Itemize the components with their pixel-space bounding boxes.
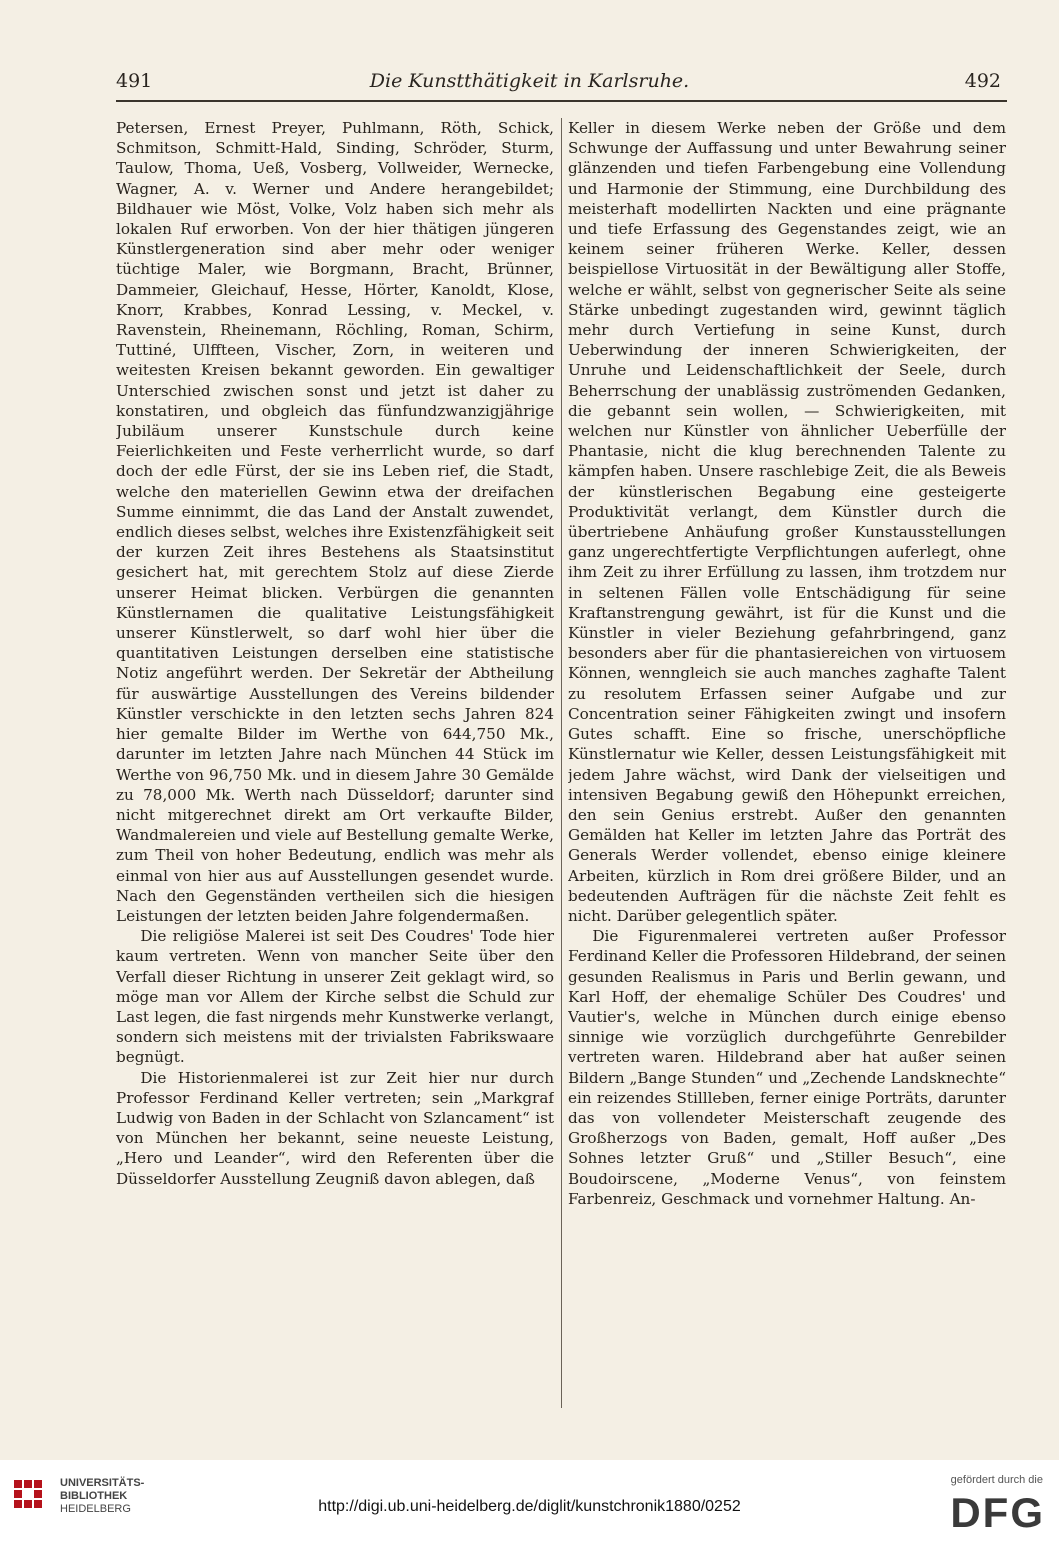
paragraph: Die religiöse Malerei ist seit Des Coudres' Tode hier kaum vertreten. Wenn von mancher Seite über den Verfall dieser Richtung in unserer Zeit geklagt wird, so möge man vor Allem der Kirche selbst die Schuld zur Last legen, die fast nirgends mehr Kunstwerke verlangt, sondern sich meistens mit der trivialsten Fabrikswaare begnügt. — [116, 927, 554, 1067]
running-title: Die Kunstthätigkeit in Karlsruhe. — [369, 70, 690, 92]
library-line: HEIDELBERG — [60, 1503, 131, 1515]
paragraph: Keller in diesem Werke neben der Größe und dem Schwunge der Auffassung und unter Bewahrung seiner glänzenden und tiefen Farbengebung eine Vollendung und Harmonie der Stimmung, eine Durchbildung des meisterhaft modellirten Nackten und eine prägnante und tiefe Erfassung des Gegenstandes zeigt, wie an keinem seiner früheren Werke. Keller, dessen beispiellose Virtuosität in der Bewältigung aller Stoffe, welche er wählt, selbst von gegnerischer Seite als seine Stärke unbedingt zugestanden wird, gewinnt täglich mehr durch Vertiefung in seine Kunst, durch Ueberwindung der inneren Schwierigkeiten, der Unruhe und Leidenschaftlichkeit der Seele, durch Beherrschung der unablässig zuströmenden Gedanken, die gebannt sein wollen, — Schwierigkeiten, mit welchen nur Künstler von ähnlicher Ueberfülle der Phantasie, nicht die klug berechnenden Talente zu kämpfen haben. Unsere raschlebige Zeit, die als Beweis der künstlerischen Begabung eine gesteigerte Produktivität verlangt, dem Künstler durch die übertriebene Anhäufung großer Kunstausstellungen ganz ungerechtfertigte Verpflichtungen auferlegt, ohne ihm Zeit zu ihrer Erfüllung zu lassen, ihm trotzdem nur in seltenen Fällen volle Entschädigung für seine Kraftanstrengung gewährt, ist für die Kunst und die Künstler in vieler Beziehung gefahrbringend, ganz besonders aber für die phantasiereichen von virtuosem Können, wenngleich sie auch manches zaghafte Talent zu resolutem Erfassen seiner Aufgabe und zur Concentration seiner Fähigkeiten zwingt und insofern Gutes schafft. Eine so frische, unerschöpfliche Künstlernatur wie Keller, dessen Leistungsfähigkeit mit jedem Jahre wächst, wird Dank der vielseitigen und intensiven Begabung gewiß den Höhepunkt erreichen, den sein Genius erstrebt. Außer den genannten Gemälden hat Keller im letzten Jahre das Porträt des Generals Werder vollendet, ebenso einige kleinere Arbeiten, kürzlich in Rom drei größere Bilder, und an bedeutenden Aufträgen für die nächste Zeit fehlt es nicht. Darüber gelegentlich später. — [568, 119, 1006, 925]
right-column — [568, 118, 1006, 1418]
footer-bar — [0, 1460, 1059, 1545]
dfg-logo: DFG — [950, 1489, 1045, 1536]
header-rule — [116, 100, 1007, 102]
library-line: BIBLIOTHEK — [60, 1490, 128, 1502]
paragraph: Petersen, Ernest Preyer, Puhlmann, Röth, Schick, Schmitson, Schmitt-Hald, Sinding, Schröder, Sturm, Taulow, Thoma, Ueß, Vosberg, Vollweider, Wernecke, Wagner, A. v. Werner und Andere herangebildet; Bildhauer wie Möst, Volke, Volz haben sich mehr als lokalen Ruf erworben. Von der hier thätigen jüngeren Künstlergeneration sind aber mehr oder weniger tüchtige Maler, wie Borgmann, Bracht, Brünner, Dammeier, Gleichauf, Hesse, Hörter, Kanoldt, Klose, Knorr, Krabbes, Konrad Lessing, v. Meckel, v. Ravenstein, Rheinemann, Röchling, Roman, Schirm, Tuttiné, Ulffteen, Vischer, Zorn, in weiteren und weitesten Kreisen bekannt geworden. Ein gewaltiger Unterschied zwischen sonst und jetzt ist daher zu konstatiren, und obgleich das fünfundzwanzigjährige Jubiläum unserer Kunstschule durch keine Feierlichkeiten und Feste verherrlicht wurde, so darf doch der edle Fürst, der sie ins Leben rief, die Stadt, welche den materiellen Gewinn etwa der dreifachen Summe einnimmt, die das Land der Anstalt zuwendet, endlich dieses selbst, welches ihre Existenzfähigkeit seit der kurzen Zeit ihres Bestehens als Staatsinstitut gesichert hat, mit gerechtem Stolz auf diese Zierde unserer Heimat blicken. Verbürgen die genannten Künstlernamen die qualitative Leistungsfähigkeit unserer Künstlerwelt, so darf wohl hier über die quantitativen Leistungen derselben eine statistische Notiz angeführt werden. Der Sekretär der Abtheilung für auswärtige Ausstellungen des Vereins bildender Künstler verschickte in den letzten sechs Jahren 824 hier gemalte Bilder im Werthe von 644,750 Mk., darunter im letzten Jahre nach München 44 Stück im Werthe von 96,750 Mk. und in diesem Jahre 30 Gemälde zu 78,000 Mk. Werth nach Düsseldorf; darunter sind nicht mitgerechnet direkt am Ort verkaufte Bilder, Wandmalereien und viele auf Bestellung gemalte Werke, zum Theil von hoher Bedeutung, endlich was mehr als einmal von hier aus auf Ausstellungen gesendet wurde. Nach den Gegenständen vertheilen sich die hiesigen Leistungen der letzten beiden Jahre folgendermaßen. — [116, 119, 554, 925]
page-number-right: 492 — [964, 70, 1001, 92]
permalink-url[interactable]: http://digi.ub.uni-heidelberg.de/diglit/kunstchronik1880/0252 — [318, 1498, 741, 1515]
page-number-left: 491 — [116, 70, 153, 92]
paragraph: Die Figurenmalerei vertreten außer Professor Ferdinand Keller die Professoren Hildebrand, der seinen gesunden Realismus in Paris und Berlin gewann, und Karl Hoff, der ehemalige Schüler Des Coudres' und Vautier's, welche in München durch einige ebenso sinnige wie vorzüglich durchgeführte Genrebilder vertreten waren. Hildebrand aber hat außer seinen Bildern „Bange Stunden“ und „Zechende Landsknechte“ ein reizendes Stillleben, ferner einige Porträts, darunter das von vollendeter Meisterschaft zeugende des Großherzogs von Baden, gemalt, Hoff außer „Des Sohnes letzter Gruß“ und „Stiller Besuch“, eine Boudoirscene, „Moderne Venus“, von feinstem Farbenreiz, Geschmack und vornehmer Haltung. An- — [568, 927, 1006, 1208]
paragraph: Die Historienmalerei ist zur Zeit hier nur durch Professor Ferdinand Keller vertreten; sein „Markgraf Ludwig von Baden in der Schlacht von Szlancament“ ist von München her bekannt, seine neueste Leistung, „Hero und Leander“, wird den Referenten über die Düsseldorfer Ausstellung Zeugniß davon ablegen, daß — [116, 1068, 554, 1188]
funded-by-label: gefördert durch die — [950, 1474, 1043, 1486]
left-column — [116, 118, 554, 1418]
library-line: UNIVERSITÄTS- — [60, 1477, 145, 1489]
column-divider — [561, 118, 562, 1408]
